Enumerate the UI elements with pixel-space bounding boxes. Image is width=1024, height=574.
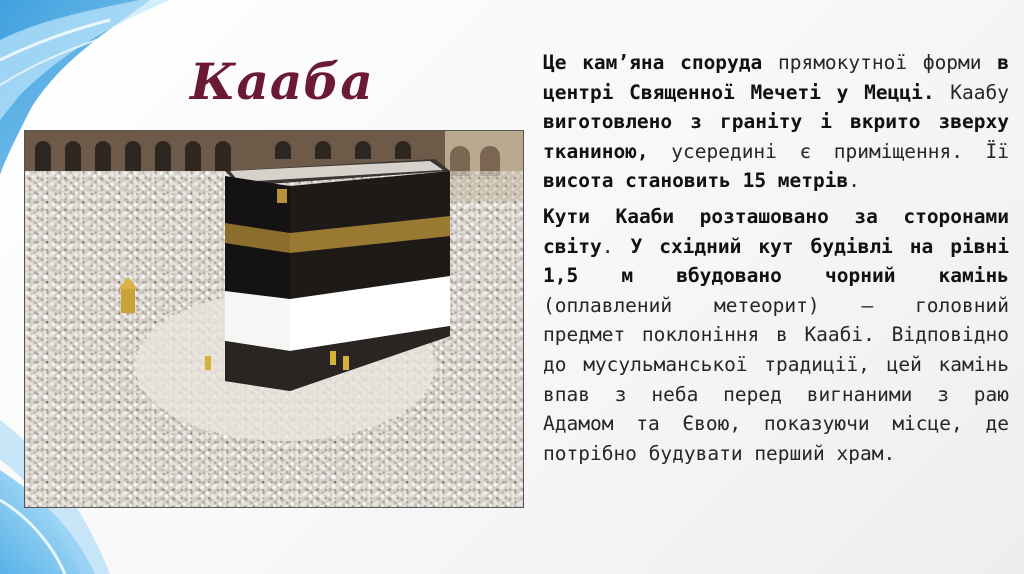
kaaba-photo-illustration <box>25 131 523 507</box>
bold-text-run: Це кам’яна споруда <box>543 51 763 74</box>
bold-text-run: Кути Кааби розташовано за сторонами світу <box>543 204 1009 258</box>
text-run: (оплавлений метеорит) – головний предмет поклоніння в Каабі. Відповідно до мусульманської традиції, цей камінь впав з неба перед вигнаними з раю Адамом та Євою, показуючи місце, де потрібно будувати перший храм. <box>543 293 1009 465</box>
bold-text-run: висота становить 15 метрів <box>543 169 849 193</box>
kaaba-photo <box>24 130 524 508</box>
text-run: Каабу <box>934 80 1009 104</box>
bold-text-run: в центрі Священної Мечеті у Мецці. <box>543 51 1009 104</box>
bold-text-run: У східний кут будівлі на рівні 1,5 м вбудовано чорний камінь <box>543 234 1009 288</box>
bold-text-run: виготовлено з граніту і вкрито зверху тканиною, <box>543 110 1009 163</box>
text-run: . <box>601 234 631 258</box>
description-text <box>543 48 1009 474</box>
text-run: усередині є приміщення. Її <box>648 139 1009 163</box>
paragraph-black-stone <box>543 202 1009 468</box>
text-run: прямокутної форми <box>762 51 998 74</box>
text-run: . <box>848 169 860 193</box>
paragraph-structure <box>543 48 1009 196</box>
slide-title: Кааба <box>190 52 374 111</box>
